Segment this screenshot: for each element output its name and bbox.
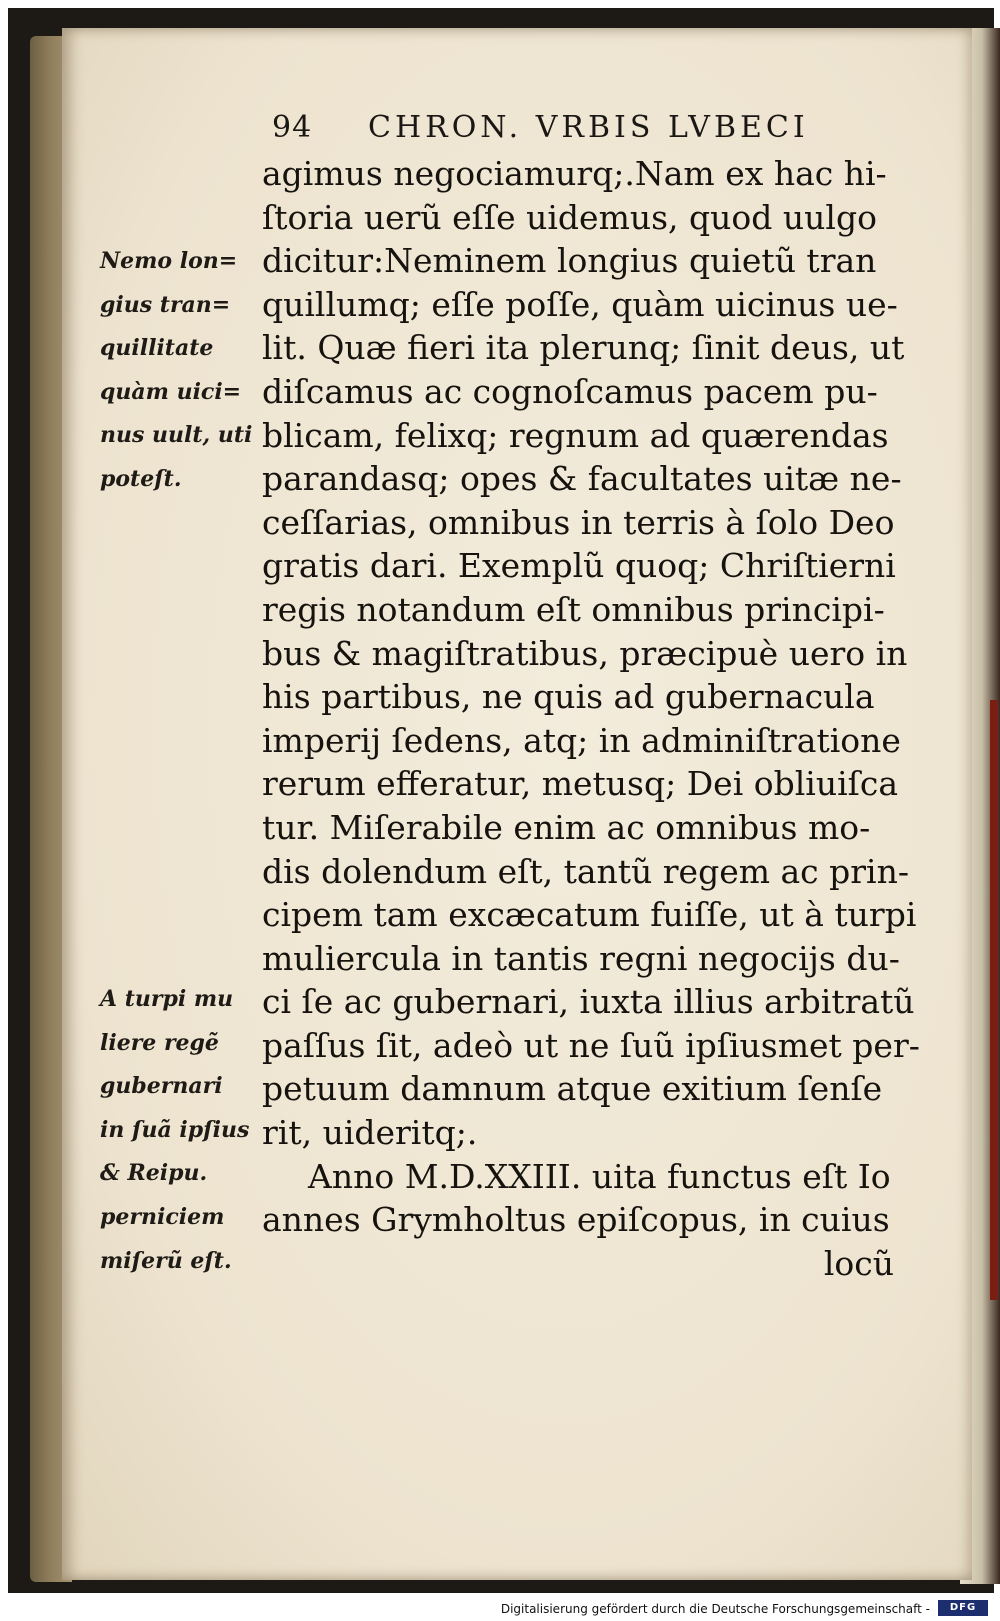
marginal-note-line: poteſt.	[100, 465, 182, 492]
text-line: paſſus ſit, adeò ut ne ſuũ ipſiusmet per-	[262, 1025, 920, 1065]
marginal-note-line: & Reipu.	[100, 1160, 208, 1187]
text-line: ſtoria uerũ eſſe uidemus, quod uulgo	[262, 197, 877, 237]
marginal-note	[100, 240, 260, 502]
marginal-note-line: Nemo lon=	[100, 248, 238, 274]
text-line: ci ſe ac gubernari, iuxta illius arbitratũ	[262, 982, 915, 1022]
text-line: annes Grymholtus epiſcopus, in cuius	[262, 1200, 890, 1240]
text-line: diſcamus ac cognoſcamus pacem pu-	[262, 371, 878, 411]
marginal-note	[100, 978, 260, 1283]
text-line: dis dolendum eſt, tantũ regem ac prin-	[262, 851, 910, 891]
text-line: imperij ſedens, atq; in adminiſtratione	[262, 720, 901, 760]
marginal-note-line: A turpi mu	[100, 986, 234, 1012]
text-line: bus & magiſtratibus, præcipuè uero in	[262, 633, 908, 673]
page-header	[272, 110, 912, 150]
text-line: rerum efferatur, metusq; Dei obliuiſca	[262, 764, 899, 804]
marginal-note-line: nus uult, uti	[100, 422, 253, 449]
body-text	[262, 152, 942, 1285]
text-line: rit, uideritq;.	[262, 1113, 478, 1153]
page-number: 94	[272, 110, 313, 145]
marginal-note-line: gius tran=	[100, 291, 231, 318]
text-line: petuum damnum atque exitium ſenſe	[262, 1069, 883, 1109]
funding-credit: Digitalisierung gefördert durch die Deutsche Forschungsgemeinschaft -	[500, 1602, 930, 1616]
text-line: muliercula in tantis regni negocijs du-	[262, 938, 900, 978]
book-spine-red	[990, 700, 998, 1300]
marginal-note-line: miſerũ eſt.	[100, 1247, 232, 1274]
text-line: lit. Quæ fieri ita plerunq; ſinit deus, ut	[262, 328, 905, 368]
text-line: quillumq; eſſe poſſe, quàm uicinus ue-	[262, 284, 898, 324]
marginal-note-line: liere regẽ	[100, 1029, 219, 1056]
marginal-note-line: quillitate	[100, 335, 214, 362]
running-title: CHRON. VRBIS LVBECI	[368, 110, 809, 145]
text-line: regis notandum eſt omnibus principi-	[262, 589, 885, 629]
text-line: agimus negociamurq;.Nam ex hac hi-	[262, 154, 887, 193]
text-line: gratis dari. Exemplũ quoq; Chriſtierni	[262, 546, 896, 586]
text-line: ceſſarias, omnibus in terris à ſolo Deo	[262, 502, 895, 542]
dfg-logo: DFG	[938, 1600, 988, 1616]
marginal-note-line: quàm uici=	[100, 378, 242, 405]
marginal-note-line: perniciem	[100, 1203, 225, 1230]
text-line: blicam, felixq; regnum ad quærendas	[262, 415, 889, 455]
text-line: cipem tam excæcatum fuiſſe, ut à turpi	[262, 895, 917, 935]
text-line: his partibus, ne quis ad gubernacula	[262, 677, 875, 717]
text-line: tur. Miſerabile enim ac omnibus mo-	[262, 807, 871, 847]
text-line: dicitur:Neminem longius quietũ tran	[262, 241, 877, 281]
text-line: Anno M.D.XXIII. uita functus eſt Io	[308, 1156, 891, 1196]
marginal-note-line: in ſuã ipſius	[100, 1116, 250, 1143]
catchword: locũ	[823, 1243, 894, 1283]
text-line: parandasq; opes & facultates uitæ ne-	[262, 459, 902, 499]
marginal-note-line: gubernari	[100, 1073, 223, 1100]
